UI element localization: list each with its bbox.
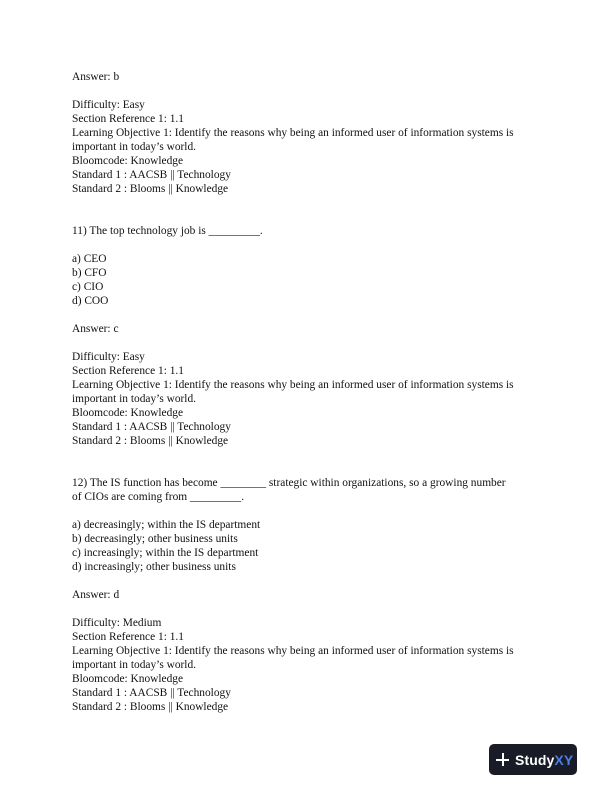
option-c: c) CIO [72, 281, 104, 293]
question-12 [72, 476, 542, 714]
answer-line: Answer: b [72, 71, 120, 83]
option-c: c) increasingly; within the IS department [72, 547, 259, 559]
bloomcode-line: Bloomcode: Knowledge [72, 673, 184, 685]
learning-objective-continued-line: important in today’s world. [72, 393, 197, 405]
standard-1-line: Standard 1 : AACSB || Technology [72, 169, 231, 181]
option-a: a) CEO [72, 253, 107, 265]
answer-line: Answer: d [72, 589, 120, 601]
standard-2-line: Standard 2 : Blooms || Knowledge [72, 701, 229, 713]
learning-objective-line: Learning Objective 1: Identify the reasons why being an informed user of information systems is [72, 379, 514, 391]
studyxy-logo[interactable] [489, 744, 577, 775]
option-b: b) CFO [72, 267, 107, 279]
standard-2-line: Standard 2 : Blooms || Knowledge [72, 183, 229, 195]
standard-1-line: Standard 1 : AACSB || Technology [72, 421, 231, 433]
learning-objective-continued-line: important in today’s world. [72, 659, 197, 671]
section-reference-line: Section Reference 1: 1.1 [72, 365, 184, 377]
bloomcode-line: Bloomcode: Knowledge [72, 155, 184, 167]
learning-objective-line: Learning Objective 1: Identify the reasons why being an informed user of information systems is [72, 127, 514, 139]
difficulty-line: Difficulty: Easy [72, 99, 145, 111]
logo-text-study: Study [515, 751, 555, 768]
plus-icon [496, 753, 509, 766]
option-d: d) increasingly; other business units [72, 561, 236, 573]
standard-2-line: Standard 2 : Blooms || Knowledge [72, 435, 229, 447]
difficulty-line: Difficulty: Easy [72, 351, 145, 363]
option-d: d) COO [72, 295, 109, 307]
document-content [72, 70, 542, 714]
question-11 [72, 224, 542, 448]
question-text: 12) The IS function has become ________ strategic within organizations, so a growing number [72, 477, 506, 489]
difficulty-line: Difficulty: Medium [72, 617, 162, 629]
bloomcode-line: Bloomcode: Knowledge [72, 407, 184, 419]
standard-1-line: Standard 1 : AACSB || Technology [72, 687, 231, 699]
learning-objective-continued-line: important in today’s world. [72, 141, 197, 153]
question-text: 11) The top technology job is _________. [72, 225, 263, 237]
learning-objective-line: Learning Objective 1: Identify the reasons why being an informed user of information systems is [72, 645, 514, 657]
logo-text-xy: XY [554, 751, 574, 768]
section-reference-line: Section Reference 1: 1.1 [72, 113, 184, 125]
section-reference-line: Section Reference 1: 1.1 [72, 631, 184, 643]
option-a: a) decreasingly; within the IS department [72, 519, 261, 531]
logo-text [515, 752, 573, 768]
question-text-continued: of CIOs are coming from _________. [72, 491, 245, 503]
answer-line: Answer: c [72, 323, 119, 335]
previous-question-metadata [72, 70, 542, 196]
option-b: b) decreasingly; other business units [72, 533, 238, 545]
